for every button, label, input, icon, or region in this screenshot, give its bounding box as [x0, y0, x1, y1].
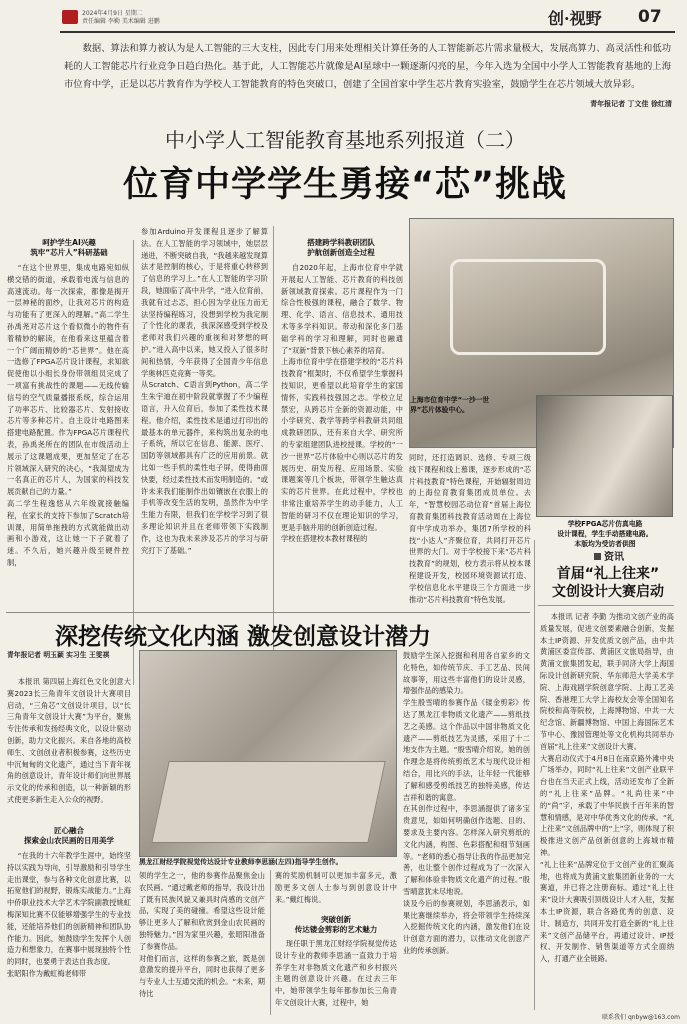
- feature-subhead-2-line1: 搭建跨学科教研团队: [307, 238, 375, 247]
- feature-column-4: 同时，还打造调识、选修、专项三级线下课程和线上慕课，逐步形成的“芯片科技教育”特色课程，开始辐射周边的上海位育教育集团成员单位。去年，“智慧校园芯动位育”首届上海位育教育集团科技教育活动周在上海位育中学成功举办，集团7所学校的科技“小达人”齐聚位育，共同打开芯片世界的大门。对于学校接下来“芯片科技教育”的规划，校方表示将从校本课程建设开发，校园环境资源试打造、学校信息化水平建设三个方面进一步推动“芯片科技教育”特色发展。: [409, 453, 531, 604]
- culture-column-2: 领的学生之一，他的参赛作品聚焦金山农民画。“通过戴老师的指导，我设计出了既有民族风貌又兼具时尚感的文创产品，实现了美的碰撞。希望这些设计能够让更多人了解和欣赏到金山农民画的独特魅力。”因为家里兴趣，张昭阳准备了参赛作品。 对他们而言，这样的参赛之旅，既是创意激发的提升平台，同时也获得了更多与专业人士互通交流的机会。“未来，期待比: [139, 871, 265, 998]
- culture-subhead-2-line1: 突破创新: [321, 915, 351, 924]
- news-headline-line2: 文创设计大赛启动: [552, 584, 664, 600]
- section-title: 创·视野: [548, 9, 602, 28]
- photo-1-caption-line1: 上海市位育中学“一沙一世: [410, 396, 490, 404]
- culture-byline: 青年报记者 明玉颖 实习生 王雯祺: [7, 651, 110, 659]
- photo-table: [151, 761, 385, 843]
- feature-column-3: 自2020年起，上海市位育中学就开展起人工智能、芯片教育的科技创新领域教育探索。芯片课程作为一门综合性极强的课程，融合了数学、物理、化学、语言、信息技术、通用技术等多学科知识。带动和深化多门基础学科的学习和理解，同时也融通了“双新”背景下核心素养的培育。 上海市位育中学在搭建学校的“芯片科技教育”框架时，不仅希望学生掌握科技知识，更希望以此培育学生的家国情怀，实践科技强国之志。学校立足禁宏，从跨芯片全新的资源动能，中小学研究、教学等跨学科教研共同组成教研团队，还有来自大学、研究所的专家组建团队进校授课。学校的“一沙一世界”芯片体验中心则以芯片的发展历史、研发历程、应用场景、实验课题案等几个板块，带领学生触达真实的芯片世界。在此过程中，学校也非常注重培养学生的动手能力，人工智能的研习不仅在理论知识的学习，更是手脑并用的创新创造过程。 学校在搭建校本教材课程的: [281, 263, 403, 544]
- culture-subhead-2-line2: 传达镂金剪彩的艺术魅力: [294, 925, 378, 934]
- photo-class-workshop: [139, 650, 397, 857]
- feature-column-2: 参加Arduino开发课程且逐步了解算法。在人工智能的学习领域中，她层层递进，不断突破自我，“我越来越发现算法才是控制的核心，于是将重心转移到了信息的学习上。”在人工智能的学习阶段，她面临了高中升学，“进入位育前，我就有过忐忑，担心因为学业压力而无法坚持编程练习，没想到学校为我定制了个性化的课表，我深深感受到学校及老师对我们兴趣的重视和对梦想的呵护。”进入高中以来，她又投入了很多时间和热情，今年获得了全国青少年信息学奥林匹克竞赛一等奖。 从Scratch、C语言到Python，高二学生朱宇迪在初中阶段就掌握了不少编程语言，升入位育后，参加了柔性技术课程。他介绍，柔性技术是通过打印出的最基本的单元器件，来构筑出复杂的电子系统，所以它在信息、能源、医疗、国防等领域都具有广泛的应用前景。就比如一些手机的柔性电子屏，使得曲面快要，经过柔性技术而发明制造的。“或许未来我们能制作出如镶嵌在衣服上的手机等改变生活的发明，虽然作为中学生能力有限，但我们在学校学习到了很多理论知识并且在老师带领下实践制作，这也为我未来涉及芯片的学习与研究打下了基础。”: [141, 227, 268, 555]
- culture-subhead-1: [7, 826, 131, 846]
- feature-subhead-1-line1: 呵护学生AI兴趣: [42, 238, 96, 247]
- issue-date: 2024年4月9日 星期二: [82, 10, 143, 17]
- news-headline: [543, 565, 673, 601]
- photo-fpga-class: [536, 395, 673, 517]
- news-body: 本报讯 记者 李勤 为推动文创产业的高质量发展，促进文创要素融合创新，发掘本土IP资源、开发优质文创产品，由中共黄浦区委宣传部、黄浦区文旅局指导，由黄浦文旅集团发起，联手同济大学上海国际设计创新研究院、华东师范大学美术学院、上海戏剧学院创意学院、上海工艺美院、香港理工大学上海校友会等全国知名院校和高等院校，上海博物馆、中共一大纪念馆、新疆博物馆、中国上海国际艺术节中心、豫园管理处等文化机构共同举办首届“礼上往来”文创设计大赛。 大赛启动仪式于4月8日在南京路外滩中央广场举办，同时“礼上往来”文创产业联平台也在当天正式上线，活动还发布了全新的“礼上往来”品牌。“礼尚往来”中的“尚”字，承载了中华民族千百年来的智慧和情感，是对中华优秀文化的传承。“礼上往来”文创品牌中的“上”字，则体现了积极推进文创产品创新创意的上海城市精神。 “礼上往来”品牌定位于文创产业的汇聚高地，也将成为黄浦文旅集团新业务的一大赛道，并已将之注册商标。通过“礼上往来”设计大赛吸引顶级设计人才入驻，发掘本土IP资源，联合各路优秀的创意、设计、制造方，共同开发打造全新的“礼上往来”文创产品储平台，再通过设计、IP授权、开发制作、销售渠道等方式全面纳入，打通产业全链路。: [540, 612, 674, 964]
- news-headline-line1: 首届“礼上往来”: [556, 566, 660, 582]
- culture-column-3b: 现任职于黑龙江财经学院视觉传达设计专业的教师李思涵一直致力于培养学生对非物质文化遗产和乡村振兴主题的创意设计兴趣。在过去三年中，她带领学生每年都参加长三角青年文创设计大赛，过程中，她: [275, 939, 397, 1007]
- photo-exhibit-structure: [450, 259, 606, 355]
- culture-column-3: 赛的奖励机制可以更加丰富多元，激励更多文创人士参与到创意设计中来。”戴红梅说。: [275, 871, 397, 904]
- header-divider: [60, 31, 675, 33]
- photo-2-caption-line2: 设计课程，学生手动搭建电路。: [557, 530, 653, 538]
- photo-1-caption: [410, 395, 500, 415]
- culture-column-4: 鼓励学生深入挖掘和利用各自家乡的文化特色，如传统节庆、手工艺品、民间故事等，用这些丰富他们的设计灵感，增强作品的感染力。 学生殷雪晴的参赛作品《镂金剪彩》传达了黑龙江非物质文化遗产——剪纸技艺之美感。这个作品以中国非物质文化遗产——剪纸技艺为灵感，采用了十二地支作为主题。“殷雪晴介绍说，她的创作理念是将传统剪纸艺术与现代设计相结合，用比兴的手法，让年轻一代能够了解和感受剪纸技艺的独特美感，传达吉祥和谐的寓意。 在其创作过程中，李思涵提供了诸多宝贵意见，如如何明确创作选题、目的、要求及主要内容。怎样深入研究剪纸的文化内涵，构图、色彩搭配和细节刻画等。“老师的悉心指导让我的作品更加完善，也让整个创作过程成为了一次深入了解和体验非物质文化遗产的过程。”殷雪晴意犹未尽地说。 谈及今后的参赛规划，李思涵表示，如果比赛继续举办，将会带领学生持续深入挖掘传统文化的内涵，激发他们在设计创意方面的潜力，以推动文化创意产业的传承创新。: [403, 651, 530, 955]
- page-editors: 责任编辑 李勤 美术编辑 进鹏: [82, 18, 160, 25]
- photo-credit: 本版均为受访者供图: [574, 540, 636, 548]
- feature-kicker: 中小学人工智能教育基地系列报道（二）: [165, 128, 525, 152]
- culture-headline: 深挖传统文化内涵 激发创意设计潜力: [55, 624, 432, 650]
- photo-2-caption: [536, 519, 674, 549]
- intro-byline: 青年报记者 丁文佳 徐红清: [590, 100, 672, 108]
- news-label: [594, 548, 674, 562]
- photo-3-caption: 黑龙江财经学院视觉传达设计专业教师李思涵(左四)指导学生创作。: [139, 858, 343, 866]
- news-column-divider: [534, 540, 535, 1010]
- culture-subhead-1-line1: 匠心融合: [54, 826, 84, 835]
- feature-subhead-1-line2: 筑牢“芯片人”科研基础: [30, 248, 108, 257]
- column-divider: [270, 870, 271, 1015]
- photo-1-caption-line2: 界”芯片体验中心。: [410, 406, 469, 414]
- news-divider: [538, 605, 674, 606]
- photo-2-caption-line1: 学校FPGA芯片仿真电路: [567, 520, 643, 528]
- feature-subhead-1: [24, 238, 114, 258]
- masthead-strip: [60, 8, 620, 28]
- intro-paragraph: 数据、算法和算力被认为是人工智能的三大支柱，因此专门用来处理相关计算任务的人工智能新芯片需求量极大，发展高算力、高灵活性和低功耗的人工智能芯片行业竞争日趋白热化。基于此，人工智能芯片就像是AI星球中一颗逐渐闪亮的星，今年入选为全国中小学人工智能教育基地的上海市位育中学，正是以芯片教育作为学校人工智能教育的特色突破口，创建了全国首家中学生芯片教育实验室，鼓励学生在芯片领域大放异彩。: [64, 43, 671, 90]
- feature-headline: 位育中学学生勇接“芯”挑战: [122, 165, 567, 205]
- culture-subhead-1-line2: 探索金山农民画的日用美学: [24, 836, 114, 845]
- footer-contact: 联系我们 qnbyw@163.com: [602, 1014, 680, 1021]
- newspaper-logo-icon: [62, 10, 78, 24]
- section-divider: [6, 612, 530, 613]
- news-label-text: 资讯: [604, 552, 624, 563]
- feature-column-1: “在这个世界里，集成电路宛如纵横交错的街道，承载着电流与信息的高速流动。每一次探索，都像是揭开一层神秘的面纱，让我对芯片的构造与功能有了更深入的理解。”高二学生孙禹尧对芯片这个看似微小的物件有着精妙的解读，在他看来这里蕴含着一个广阔而精妙的“芯世界”。他在高一选修了FPGA芯片设计课程，求知欲促使他以小组长身份带领组员完成了一项富有挑战性的课题——无线传输信号的空气质量播报系统，综合运用了功率芯片、比较器芯片、发射接收芯片等多种芯片。自主设计电路图来搭建电路配置。作为FPGA芯片课程代表，孙禹尧所在的团队在市级活动上展示了这课题成果，更加坚定了在芯片领域深入研究的决心，“我渴望成为一名真正的芯片人，为国家的科技发展贡献自己的力量。” 高二学生程逸悠从六年级就接触编程，在家长的支持下参加了Scratch培训课，用简单拖拽的方式就能做出动画和小游戏，这让她一下子就着了迷。不久后，她兴趣升级至硬件控制，: [7, 263, 129, 567]
- page-number: 07: [638, 7, 662, 27]
- feature-subhead-2: [282, 238, 400, 258]
- culture-column-1: 本报讯 第四届上海红色文化创意大赛2023长三角青年文创设计大赛项目启动，“三角芯”文创设计项目，以“长三角青年文创设计大赛”为平台，聚焦专注传承和发扬经典文化，以设计驱动创新，助力文化振兴。来自各地的高校师生、文创创业者积极参赛，这些历史中沉甸甸的文化遗产，通过当下青年视角的创意设计，青年设计师们向世界展示文化的传承和创造，以一种新颖的形式使更多新生走入公众的视野。: [7, 677, 131, 804]
- culture-column-1b: “在我的十六年教学生涯中，始终坚持以实践为导向，引导激励和引导学生走出课堂，参与各种文化创意比赛，以拓宽他们的视野，锻炼实战能力。”上海中侨职业技术大学艺术学院副教授姚虹梅深知比赛不仅能够增强学生的专业技能，还能培养他们的创新精神和团队协作能力。因此，她鼓励学生发挥个人创造力和想象力，在赛事中展现独特个性的同时，也要勇于表达自我态度。 张昭阳作为戴虹梅老师带: [7, 851, 131, 978]
- news-label-square-icon: [594, 553, 601, 560]
- column-divider: [273, 226, 274, 686]
- culture-subhead-2: [275, 915, 397, 935]
- feature-subhead-2-line2: 护航创新创造全过程: [307, 248, 375, 257]
